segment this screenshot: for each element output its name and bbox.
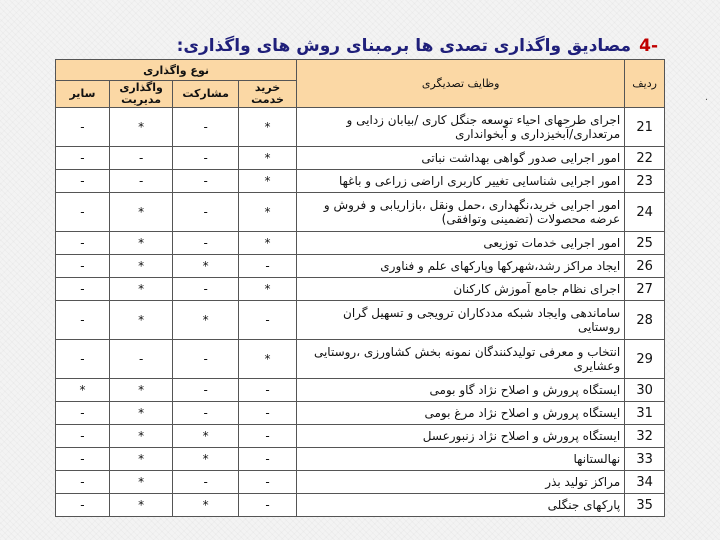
cell-other: - — [56, 301, 110, 340]
row-number: 26 — [625, 255, 665, 278]
cell-other: - — [56, 471, 110, 494]
cell-partnership: - — [173, 402, 239, 425]
cell-other: - — [56, 232, 110, 255]
row-number: 22 — [625, 147, 665, 170]
cell-other: - — [56, 147, 110, 170]
row-task: ایستگاه پرورش و اصلاح نژاد مرغ بومی — [297, 402, 625, 425]
cell-partnership: - — [173, 147, 239, 170]
header-partnership: مشارکت — [173, 81, 239, 108]
row-task: امور اجرایی خدمات توزیعی — [297, 232, 625, 255]
row-number: 30 — [625, 379, 665, 402]
cell-service-purchase: - — [238, 494, 296, 517]
row-task: ایستگاه پرورش و اصلاح نژاد گاو بومی — [297, 379, 625, 402]
cell-service-purchase: * — [238, 278, 296, 301]
row-number: 27 — [625, 278, 665, 301]
cell-partnership: - — [173, 193, 239, 232]
row-number: 23 — [625, 170, 665, 193]
table-row — [56, 147, 665, 170]
row-task: انتخاب و معرفی تولیدکنندگان نمونه بخش کشاورزی ،روستایی وعشایری — [297, 340, 625, 379]
cell-service-purchase: * — [238, 340, 296, 379]
header-other: سایر — [56, 81, 110, 108]
table-row — [56, 301, 665, 340]
cell-partnership: * — [173, 448, 239, 471]
cell-management-transfer: * — [109, 425, 172, 448]
page-title — [177, 36, 658, 56]
corner-mark: . — [704, 92, 708, 103]
cell-management-transfer: * — [109, 278, 172, 301]
row-task: ایجاد مراکز رشد،شهرکها وپارکهای علم و فناوری — [297, 255, 625, 278]
cell-service-purchase: - — [238, 471, 296, 494]
table-row — [56, 193, 665, 232]
header-row-no: ردیف — [625, 60, 665, 108]
cell-other: - — [56, 170, 110, 193]
header-type-group: نوع واگذاری — [56, 60, 297, 81]
cell-service-purchase: - — [238, 425, 296, 448]
cell-partnership: - — [173, 108, 239, 147]
table-row — [56, 232, 665, 255]
cell-partnership: * — [173, 255, 239, 278]
row-number: 28 — [625, 301, 665, 340]
table-row — [56, 471, 665, 494]
cell-service-purchase: - — [238, 402, 296, 425]
table-row — [56, 448, 665, 471]
row-number: 29 — [625, 340, 665, 379]
cell-other: - — [56, 494, 110, 517]
cell-partnership: * — [173, 425, 239, 448]
cell-other: - — [56, 425, 110, 448]
cell-partnership: - — [173, 170, 239, 193]
cell-other: - — [56, 108, 110, 147]
cell-management-transfer: * — [109, 494, 172, 517]
table-row — [56, 255, 665, 278]
header-management-transfer: واگذاری مدیریت — [109, 81, 172, 108]
cell-partnership: - — [173, 278, 239, 301]
row-task: پارکهای جنگلی — [297, 494, 625, 517]
table-row — [56, 108, 665, 147]
table-row — [56, 170, 665, 193]
cell-management-transfer: * — [109, 379, 172, 402]
cell-service-purchase: - — [238, 255, 296, 278]
cell-partnership: - — [173, 471, 239, 494]
cell-other: - — [56, 193, 110, 232]
row-number: 21 — [625, 108, 665, 147]
row-task: اجرای طرحهای احیاء توسعه جنگل کاری /بیابان زدایی و مرتعداری/آبخیزداری و آبخوانداری — [297, 108, 625, 147]
cell-other: * — [56, 379, 110, 402]
cell-service-purchase: * — [238, 147, 296, 170]
row-number: 33 — [625, 448, 665, 471]
cell-management-transfer: - — [109, 170, 172, 193]
cell-management-transfer: * — [109, 232, 172, 255]
table-row — [56, 402, 665, 425]
table-row — [56, 340, 665, 379]
cell-other: - — [56, 255, 110, 278]
cell-management-transfer: * — [109, 301, 172, 340]
cell-management-transfer: * — [109, 471, 172, 494]
table-row — [56, 425, 665, 448]
cell-partnership: - — [173, 232, 239, 255]
cell-service-purchase: - — [238, 448, 296, 471]
cell-management-transfer: - — [109, 147, 172, 170]
cell-partnership: * — [173, 494, 239, 517]
cell-service-purchase: * — [238, 232, 296, 255]
cell-other: - — [56, 402, 110, 425]
cell-partnership: * — [173, 301, 239, 340]
row-task: ساماندهی وایجاد شبکه مددکاران ترویجی و تسهیل گران روستایی — [297, 301, 625, 340]
cell-other: - — [56, 340, 110, 379]
title-number: -4 — [639, 36, 658, 56]
cell-service-purchase: * — [238, 170, 296, 193]
cell-service-purchase: * — [238, 193, 296, 232]
cell-other: - — [56, 278, 110, 301]
row-number: 24 — [625, 193, 665, 232]
row-task: امور اجرایی صدور گواهی بهداشت نباتی — [297, 147, 625, 170]
assignment-table — [55, 59, 665, 517]
row-task: امور اجرایی خرید،نگهداری ،حمل ونقل ،بازاریابی و فروش و عرضه محصولات (تضمینی وتوافقی) — [297, 193, 625, 232]
row-task: اجرای نظام جامع آموزش کارکنان — [297, 278, 625, 301]
cell-management-transfer: * — [109, 108, 172, 147]
cell-management-transfer: - — [109, 340, 172, 379]
header-service-purchase: خرید خدمت — [238, 81, 296, 108]
row-task: نهالستانها — [297, 448, 625, 471]
row-number: 31 — [625, 402, 665, 425]
cell-service-purchase: - — [238, 379, 296, 402]
header-tasks: وظایف تصدیگری — [297, 60, 625, 108]
cell-management-transfer: * — [109, 193, 172, 232]
cell-partnership: - — [173, 379, 239, 402]
cell-other: - — [56, 448, 110, 471]
table-row — [56, 379, 665, 402]
row-task: امور اجرایی شناسایی تغییر کاربری اراضی زراعی و باغها — [297, 170, 625, 193]
cell-partnership: - — [173, 340, 239, 379]
row-number: 34 — [625, 471, 665, 494]
cell-management-transfer: * — [109, 402, 172, 425]
row-number: 25 — [625, 232, 665, 255]
cell-service-purchase: - — [238, 301, 296, 340]
title-text: مصادیق واگذاری تصدی ها برمبنای روش های واگذاری: — [176, 36, 632, 56]
cell-service-purchase: * — [238, 108, 296, 147]
cell-management-transfer: * — [109, 255, 172, 278]
row-number: 32 — [625, 425, 665, 448]
row-task: ایستگاه پرورش و اصلاح نژاد زنبورعسل — [297, 425, 625, 448]
row-number: 35 — [625, 494, 665, 517]
row-task: مراکز تولید بذر — [297, 471, 625, 494]
table-row — [56, 494, 665, 517]
cell-management-transfer: * — [109, 448, 172, 471]
table-row — [56, 278, 665, 301]
